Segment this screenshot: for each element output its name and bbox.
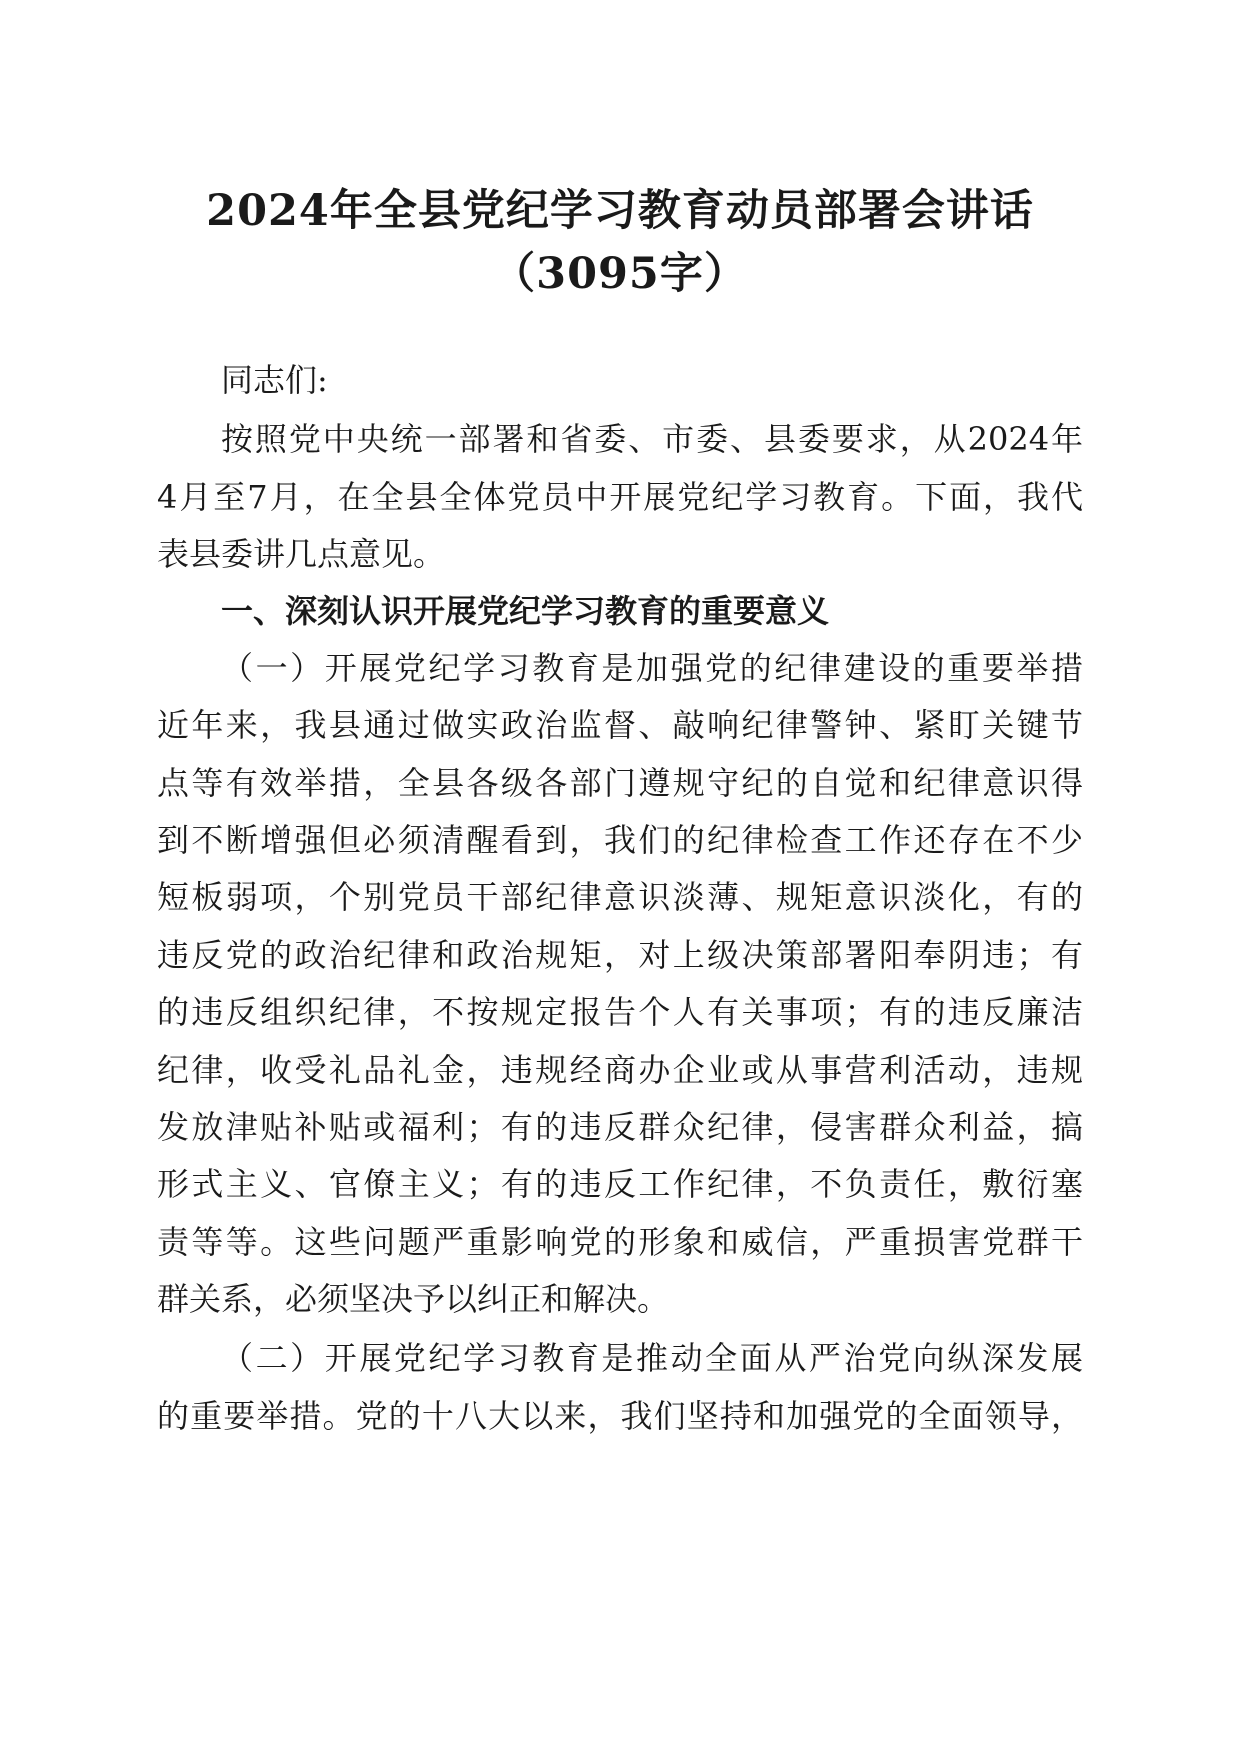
paragraph-line: 短板弱项，个别党员干部纪律意识淡薄、规矩意识淡化，有的 bbox=[157, 878, 1083, 916]
paragraph-line: 责等等。这些问题严重影响党的形象和威信，严重损害党群干 bbox=[157, 1223, 1083, 1261]
subsection-heading: （二）开展党纪学习教育是推动全面从严治党向纵深发展 bbox=[221, 1339, 1083, 1377]
paragraph-line: 表县委讲几点意见。 bbox=[157, 535, 446, 573]
paragraph-line: 违反党的政治纪律和政治规矩，对上级决策部署阳奉阴违；有 bbox=[157, 936, 1083, 974]
salutation: 同志们: bbox=[221, 361, 328, 399]
paragraph-line: 到不断增强但必须清醒看到，我们的纪律检查工作还存在不少 bbox=[157, 821, 1083, 859]
paragraph-line: 形式主义、官僚主义；有的违反工作纪律，不负责任，敷衍塞 bbox=[157, 1165, 1083, 1203]
paragraph-line: 按照党中央统一部署和省委、市委、县委要求，从2024年 bbox=[221, 420, 1083, 458]
subsection-heading: （一）开展党纪学习教育是加强党的纪律建设的重要举措 bbox=[221, 649, 1083, 687]
paragraph-line: 近年来，我县通过做实政治监督、敲响纪律警钟、紧盯关键节 bbox=[157, 706, 1083, 744]
paragraph-line: 纪律，收受礼品礼金，违规经商办企业或从事营利活动，违规 bbox=[157, 1051, 1083, 1089]
paragraph-line: 的违反组织纪律，不按规定报告个人有关事项；有的违反廉洁 bbox=[157, 993, 1083, 1031]
paragraph-line: 4月至7月，在全县全体党员中开展党纪学习教育。下面，我代 bbox=[157, 478, 1083, 516]
paragraph-line: 发放津贴补贴或福利；有的违反群众纪律，侵害群众利益，搞 bbox=[157, 1108, 1083, 1146]
paragraph-line: 群关系，必须坚决予以纠正和解决。 bbox=[157, 1280, 670, 1318]
document-title: 2024年全县党纪学习教育动员部署会讲话 bbox=[206, 186, 1034, 236]
word-count-subtitle: （3095字） bbox=[492, 249, 748, 299]
section-heading: 一、深刻认识开展党纪学习教育的重要意义 bbox=[221, 592, 830, 630]
paragraph-line: 的重要举措。党的十八大以来，我们坚持和加强党的全面领导， bbox=[157, 1397, 1083, 1435]
paragraph-line: 点等有效举措，全县各级各部门遵规守纪的自觉和纪律意识得 bbox=[157, 764, 1083, 802]
